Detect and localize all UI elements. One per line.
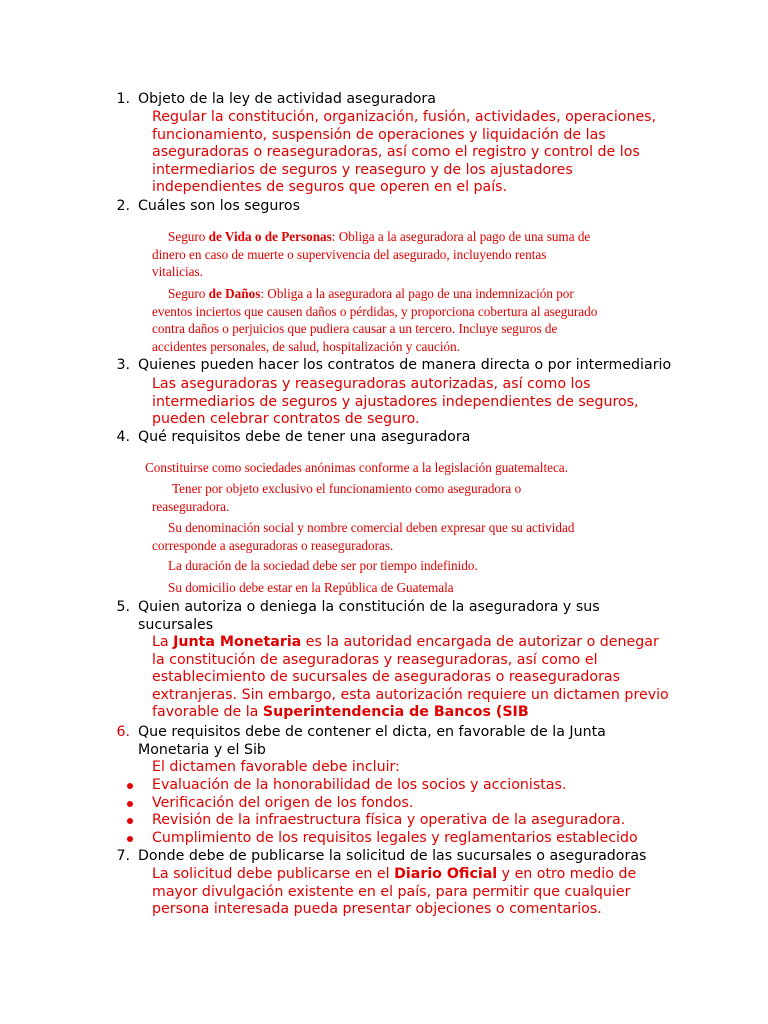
seguro-danos [152,285,597,355]
question-line: Que requisitos debe de contener el dicta, en favorable de la Junta [138,724,606,740]
junta-monetaria: Junta Monetaria [173,634,302,650]
requisito-3-line: corresponde a aseguradoras o reaseguradoras. [152,537,394,553]
answer-line: mayor divulgación existente en el país, para permitir que cualquier [152,883,631,900]
question-line: Monetaria y el Sib [138,741,266,758]
answer-3 [152,376,639,429]
requisito-5: Su domicilio debe estar en la República de Guatemala [168,580,454,595]
answer-line: Las aseguradoras y reaseguradoras autorizadas, así como los [152,376,591,392]
danos-bold: de Daños [208,286,261,301]
answer-1 [152,109,656,197]
danos-line: eventos inciertos que causen daños o pérdidas, y proporciona cobertura al asegurado [152,303,598,319]
danos-post: : Obliga a la aseguradora al pago de una indemnización por [260,286,574,301]
seguro-vida [152,228,590,281]
answer-line: Regular la constitución, organización, fusión, actividades, operaciones, [152,109,657,125]
item-number: 3. [116,357,130,373]
item-number: 7. [116,848,130,864]
answer-line: aseguradoras o reaseguradoras, así como el registro y control de los [152,144,640,160]
question-5 [138,599,600,634]
a5-pre: La [152,634,174,650]
danos-line: contra daños o perjuicios que pudiera causar a un tercero. Incluye seguros de [152,321,558,336]
question-line: sucursales [138,616,214,633]
vida-post: : Obliga a la aseguradora al pago de una suma de [331,229,591,244]
list-item: Cumplimiento de los requisitos legales y reglamentarios establecido [152,830,638,846]
question-3: Quienes pueden hacer los contratos de manera directa o por intermediario [138,357,672,373]
requisito-2 [152,480,521,515]
a7-post: y en otro medio de [497,866,637,882]
question-line: Quien autoriza o deniega la constitución de la aseguradora y sus [138,599,600,615]
answer-line: intermediarios de seguros y ajustadores independientes de seguros, [152,393,639,410]
answer-line: persona interesada pueda presentar objeciones o comentarios. [152,901,602,917]
list-item: Verificación del origen de los fondos. [152,795,414,811]
requisito-3 [152,519,574,554]
superintendencia: Superintendencia de Bancos (SIB [262,704,529,720]
answer-line: funcionamiento, suspensión de operaciones y liquidación de las [152,126,606,143]
vida-pre: Seguro [168,229,209,244]
a5-post: es la autoridad encargada de autorizar o denegar [301,634,659,650]
danos-line: accidentes personales, de salud, hospitalización y caución. [152,338,460,354]
vida-bold: de Vida o de Personas [208,229,332,244]
answer-line: la constitución de aseguradoras y reaseguradoras, así como el [152,651,598,668]
diario-oficial: Diario Oficial [394,866,498,882]
question-1: Objeto de la ley de actividad aseguradora [138,91,436,107]
answer-line: establecimiento de sucursales de aseguradoras o reaseguradoras [152,669,621,685]
list-item: Evaluación de la honorabilidad de los socios y accionistas. [152,777,567,793]
vida-line: dinero en caso de muerte o supervivencia del asegurado, incluyendo rentas [152,246,547,262]
answer-6-intro: El dictamen favorable debe incluir: [152,759,400,775]
answer-7 [152,866,636,919]
answer-5 [152,634,669,722]
bullet-icon [127,801,133,807]
answer-line: independientes de seguros que operen en el país. [152,179,508,195]
question-6 [138,724,606,759]
a7-pre: La solicitud debe publicarse en el [152,866,395,882]
item-number: 4. [116,429,130,445]
item-number: 2. [116,198,130,214]
item-number: 6. [116,724,130,740]
bullet-icon [127,783,133,789]
item-number: 5. [116,599,130,615]
requisito-3-line: Su denominación social y nombre comercial deben expresar que su actividad [168,520,575,535]
question-4: Qué requisitos debe de tener una aseguradora [138,429,471,445]
requisito-4: La duración de la sociedad debe ser por tiempo indefinido. [168,558,478,573]
item-number: 1. [116,91,130,107]
list-item: Revisión de la infraestructura física y operativa de la aseguradora. [152,812,626,828]
answer-line: intermediarios de seguros y reaseguro y de los ajustadores [152,161,573,178]
question-7: Donde debe de publicarse la solicitud de las sucursales o aseguradoras [138,848,647,864]
a5-line5-pre: favorable de la [152,704,263,720]
question-2: Cuáles son los seguros [138,198,300,214]
bullet-icon [127,836,133,842]
answer-line: pueden celebrar contratos de seguro. [152,411,420,427]
requisito-2-line: reaseguradora. [152,498,230,514]
vida-line: vitalicias. [152,264,203,279]
answer-line: extranjeras. Sin embargo, esta autorización requiere un dictamen previo [152,686,669,703]
bullet-icon [127,818,133,824]
danos-pre: Seguro [168,286,209,301]
requisito-2-line: Tener por objeto exclusivo el funcionamiento como aseguradora o [172,481,522,496]
requisito-1: Constituirse como sociedades anónimas conforme a la legislación guatemalteca. [145,460,568,475]
